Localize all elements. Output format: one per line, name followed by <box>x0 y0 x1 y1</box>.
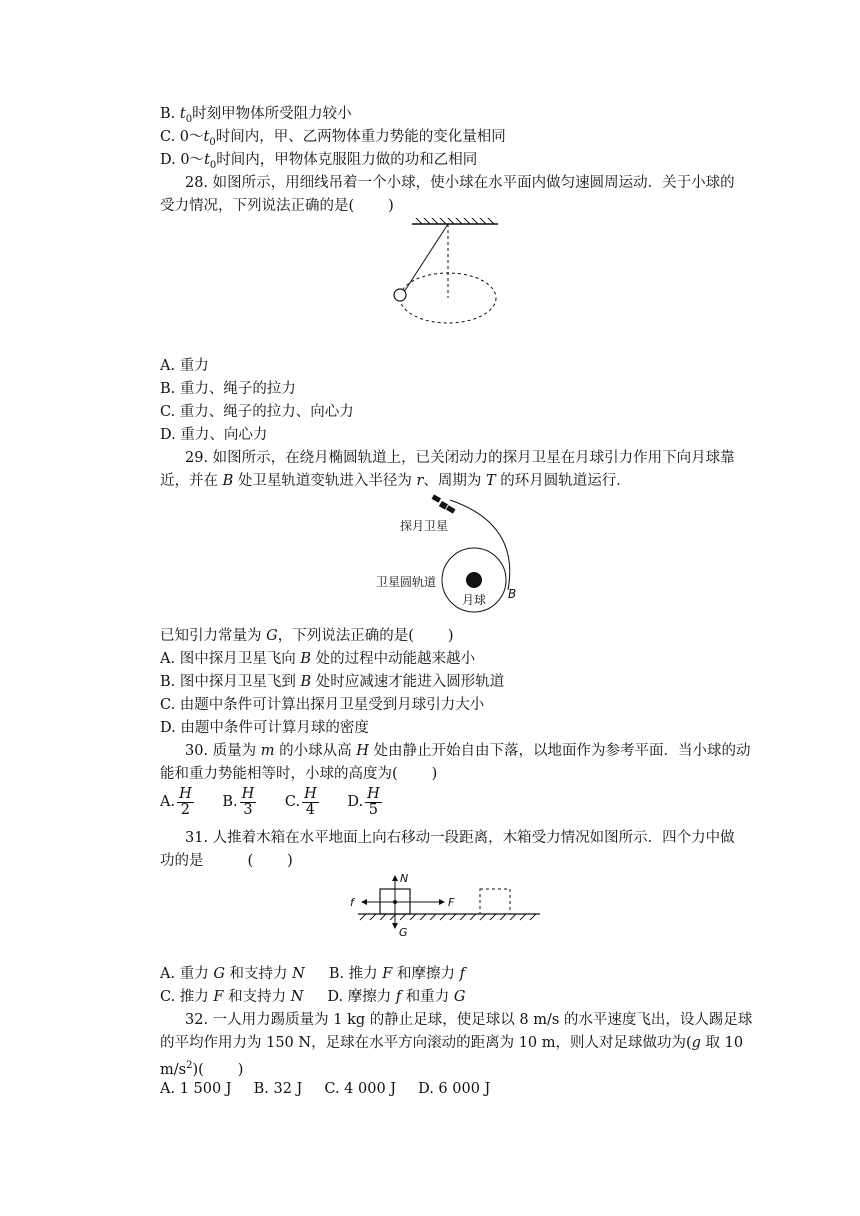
q27-option-d: D. $0\sim t_0$时间内，甲物体克服阻力做的功和乙相同 <box>160 152 478 171</box>
small-ball <box>394 289 406 301</box>
ceiling-hatching <box>416 218 494 224</box>
q31-stem-line1: 31. 人推着木箱在水平地面上向右移动一段距离，木箱受力情况如图所示．四个力中做 <box>185 830 735 846</box>
q29-option-c: C. 由题中条件可计算出探月卫星受到月球引力大小 <box>160 697 485 713</box>
q29-option-a: A. 图中探月卫星飞向 B 处的过程中动能越来越小 <box>160 651 476 667</box>
q32-option-a: A. 1 500 J <box>160 1081 232 1097</box>
label-n: N <box>400 872 409 885</box>
q30-stem-line1: 30. 质量为 m 的小球从高 H 处由静止开始自由下落，以地面作为参考平面．当小球的动 <box>185 743 751 759</box>
q31-option-a: A. 重力 G 和支持力 N <box>160 966 305 982</box>
q30-option-d: D. $\frac{H}{5}$ <box>347 785 380 818</box>
q32-stem-line3: $m/s^2$)( ) <box>160 1060 244 1078</box>
q31-options-row1 <box>160 964 465 984</box>
q27-option-b: B. $t_0$时刻甲物体所受阻力较小 <box>160 106 352 125</box>
q31-option-d: D. 摩擦力 f 和重力 G <box>327 989 466 1005</box>
q29-stem-line1: 29. 如图所示，在绕月椭圆轨道上，已关闭动力的探月卫星在月球引力作用下向月球靠 <box>185 450 735 466</box>
q31-stem-line2: 功的是 ( ) <box>160 853 293 869</box>
q28-stem-line1: 28. 如图所示，用细线吊着一个小球，使小球在水平面内做匀速圆周运动．关于小球的 <box>185 175 735 191</box>
q28-stem-line2: 受力情况，下列说法正确的是( ) <box>160 198 394 214</box>
label-f-friction: f <box>350 896 354 909</box>
q30-stem-line2: 能和重力势能相等时，小球的高度为( ) <box>160 766 438 782</box>
point-b-label: B <box>508 587 517 601</box>
q31-option-b: B. 推力 F 和摩擦力 f <box>328 966 465 982</box>
q32-option-c: C. 4 000 J <box>324 1081 397 1097</box>
label-f-push: F <box>448 896 455 909</box>
q30-options <box>160 786 406 818</box>
q30-option-a: A. $\frac{H}{2}$ <box>160 785 192 818</box>
q32-option-d: D. 6 000 J <box>418 1081 491 1097</box>
q30-option-b: B. $\frac{H}{3}$ <box>222 785 255 818</box>
label-g: G <box>399 926 408 939</box>
ground-hatching <box>360 914 536 920</box>
satellite-icon <box>432 494 456 513</box>
moon-label: 月球 <box>462 593 487 607</box>
q28-conical-pendulum-figure <box>380 218 510 330</box>
q28-option-b: B. 重力、绳子的拉力 <box>160 381 296 397</box>
moon-dot <box>466 572 482 588</box>
q30-option-c: C. $\frac{H}{4}$ <box>284 785 317 818</box>
q29-option-d: D. 由题中条件可计算月球的密度 <box>160 720 369 736</box>
q29-known: 已知引力常量为 G，下列说法正确的是( ) <box>160 628 454 644</box>
q29-stem-line2: 近，并在 B 处卫星轨道变轨进入半径为 r、周期为 T 的环月圆轨道运行． <box>160 473 631 489</box>
q32-options <box>160 1079 512 1099</box>
q28-option-a: A. 重力 <box>160 358 209 374</box>
q31-box-forces-figure <box>344 870 544 940</box>
q32-option-b: B. 32 J <box>253 1081 303 1097</box>
q28-option-c: C. 重力、绳子的拉力、向心力 <box>160 404 354 420</box>
orbit-label: 卫星圆轨道 <box>376 575 437 589</box>
q31-options-row2 <box>160 987 466 1007</box>
q32-stem-line1: 32. 一人用力踢质量为 1 kg 的静止足球，使足球以 8 m/s 的水平速度飞出，设人踢足球 <box>185 1012 753 1028</box>
wooden-box-later-position <box>480 889 510 914</box>
q31-option-c: C. 推力 F 和支持力 N <box>160 989 304 1005</box>
q27-option-c: C. $0\sim t_0$时间内，甲、乙两物体重力势能的变化量相同 <box>160 129 506 148</box>
q32-stem-line2: 的平均作用力为 150 N，足球在水平方向滚动的距离为 10 m，则人对足球做功为(g 取 10 <box>160 1035 744 1051</box>
string-line <box>404 224 448 292</box>
q28-option-d: D. 重力、向心力 <box>160 427 268 443</box>
q29-option-b: B. 图中探月卫星飞到 B 处时应减速才能进入圆形轨道 <box>160 674 505 690</box>
q29-lunar-orbit-figure <box>370 494 530 614</box>
satellite-label: 探月卫星 <box>400 519 449 533</box>
